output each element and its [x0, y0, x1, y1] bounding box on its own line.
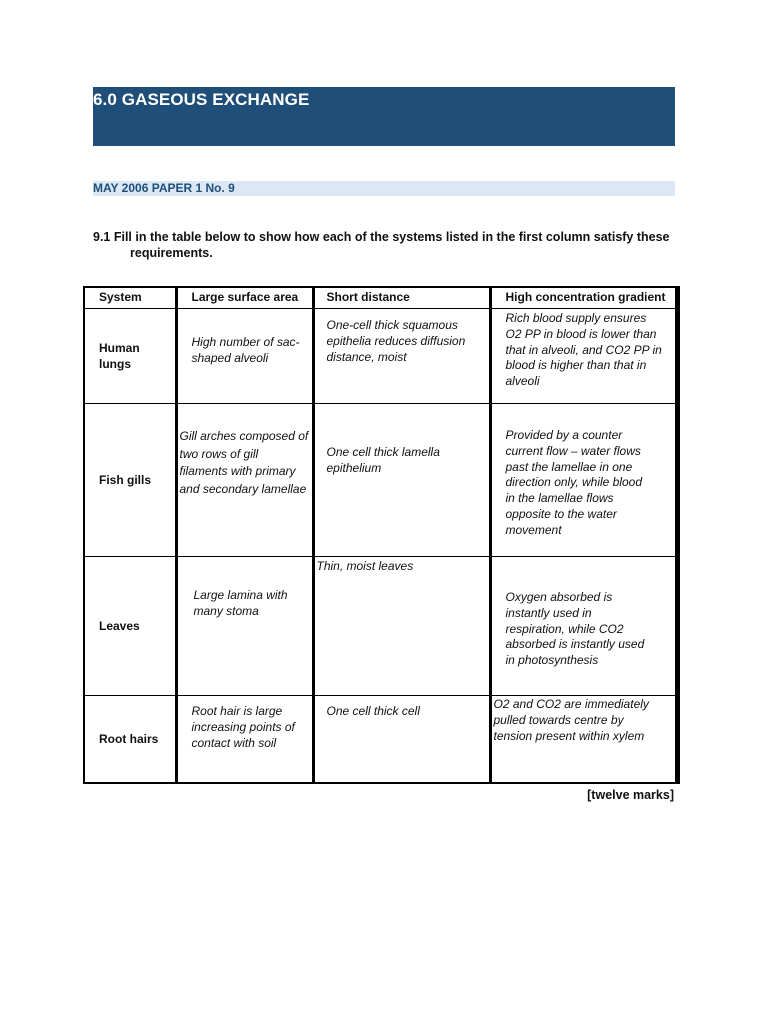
header-short-distance: Short distance [313, 287, 490, 309]
cell-distance: One-cell thick squamous epithelia reduces diffusion distance, moist [313, 309, 490, 404]
question-line-2: requirements. [130, 246, 213, 260]
cell-distance: Thin, moist leaves [313, 557, 490, 696]
cell-surface: Gill arches composed of two rows of gill filaments with primary and secondary lamellae [176, 404, 313, 557]
marks-label: [twelve marks] [587, 788, 674, 802]
header-surface-area: Large surface area [176, 287, 313, 309]
cell-surface: Root hair is large increasing points of contact with soil [176, 696, 313, 783]
cell-distance: One cell thick cell [313, 696, 490, 783]
paper-reference: MAY 2006 PAPER 1 No. 9 [93, 181, 675, 196]
cell-system: Root hairs [84, 696, 176, 783]
cell-surface: High number of sac-shaped alveoli [176, 309, 313, 404]
header-system: System [84, 287, 176, 309]
table-header-row [84, 287, 677, 309]
cell-gradient: Oxygen absorbed is instantly used in respiration, while CO2 absorbed is instantly used in photosynthesis [490, 557, 677, 696]
cell-system: Human lungs [84, 309, 176, 404]
table-row [84, 404, 677, 557]
title-banner [93, 87, 675, 146]
page-title: 6.0 GASEOUS EXCHANGE [93, 90, 310, 109]
cell-distance: One cell thick lamella epithelium [313, 404, 490, 557]
table-row [84, 557, 677, 696]
table-row [84, 309, 677, 404]
cell-system: Leaves [84, 557, 176, 696]
cell-gradient: Provided by a counter current flow – water flows past the lamellae in one direction only, while blood in the lamellae flows opposite to the water movement [490, 404, 677, 557]
header-concentration-gradient: High concentration gradient [490, 287, 677, 309]
question-text [93, 229, 693, 261]
answer-table [83, 286, 680, 784]
question-line-1: 9.1 Fill in the table below to show how each of the systems listed in the first column satisfy these [93, 230, 670, 244]
cell-gradient: O2 and CO2 are immediately pulled towards centre by tension present within xylem [493, 697, 649, 743]
cell-surface: Large lamina with many stoma [176, 557, 313, 696]
cell-system: Fish gills [84, 404, 176, 557]
cell-gradient: Rich blood supply ensures O2 PP in blood is lower than that in alveoli, and CO2 PP in blood is higher than that in alveoli [490, 309, 677, 404]
table-row [84, 696, 677, 783]
